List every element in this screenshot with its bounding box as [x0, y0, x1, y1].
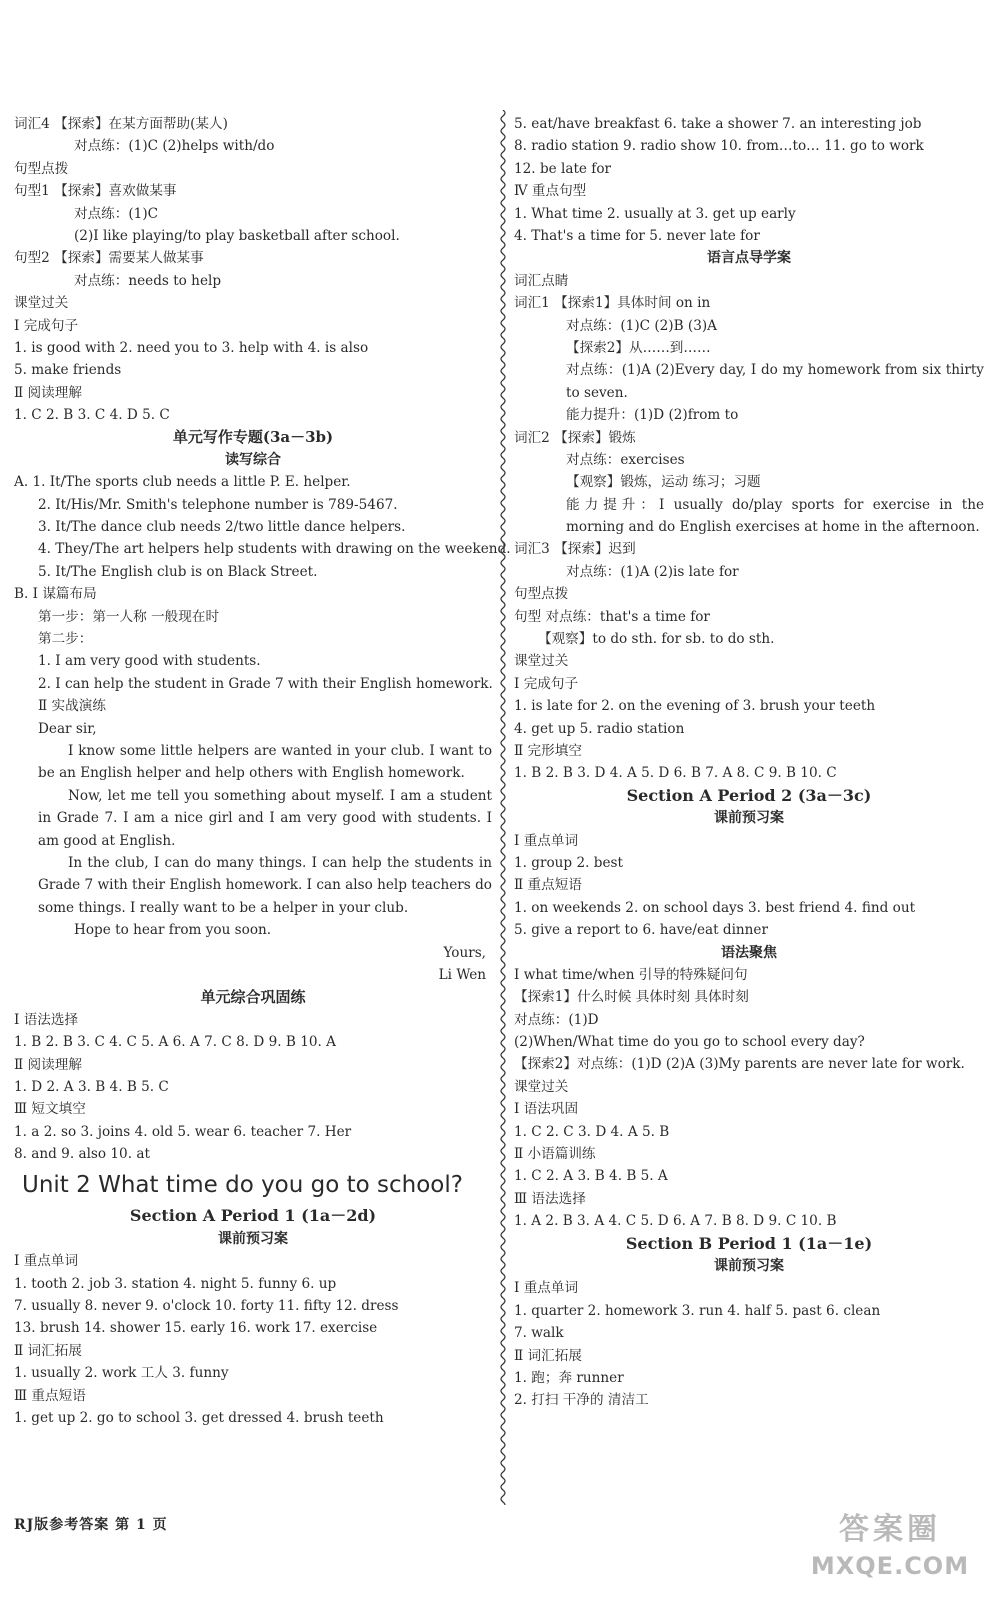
right-line: 对点练：(1)A (2)Every day, I do my homework from six thirty to seven. — [566, 362, 984, 401]
watermark-title: 答案圈 — [839, 1512, 941, 1547]
left-line: I know some little helpers are wanted in your club. I want to be an English helper and help others with English homework. — [38, 742, 492, 782]
right-line: 1. A 2. B 3. A 4. C 5. D 6. A 7. B 8. D 9. C 10. B — [514, 1213, 837, 1230]
right-line: 课前预习案 — [714, 810, 784, 827]
right-line: 句型点拨 — [514, 586, 569, 603]
left-line: 对点练：needs to help — [74, 272, 222, 289]
left-line: 对点练：(1)C (2)helps with/do — [74, 138, 275, 155]
left-line: Ⅱ 实战演练 — [38, 698, 106, 715]
right-column — [514, 113, 984, 1412]
left-line: Li Wen — [438, 966, 486, 983]
left-line: 1. a 2. so 3. joins 4. old 5. wear 6. teacher 7. Her — [14, 1123, 352, 1140]
left-line: In the club, I can do many things. I can help the students in Grade 7 with their English homework. I can also help teachers do some things. I really want to be a helper in your club. — [38, 854, 492, 916]
right-line: 词汇点睛 — [514, 272, 569, 289]
left-line: 7. usually 8. never 9. o'clock 10. forty 11. fifty 12. dress — [14, 1298, 399, 1315]
right-line: 1. quarter 2. homework 3. run 4. half 5. past 6. clean — [514, 1302, 881, 1319]
right-line: 1. C 2. A 3. B 4. B 5. A — [514, 1168, 668, 1185]
left-line: 读写综合 — [225, 451, 281, 468]
left-line: Ⅰ 重点单词 — [14, 1253, 79, 1270]
right-line: 4. get up 5. radio station — [514, 720, 685, 737]
right-line: (2)When/What time do you go to school every day? — [514, 1034, 865, 1051]
right-line: 1. group 2. best — [514, 854, 623, 871]
right-line: Ⅱ 小语篇训练 — [514, 1146, 596, 1163]
left-line: 课前预习案 — [218, 1230, 288, 1247]
watermark-logo — [806, 1510, 974, 1590]
right-line: 能力提升：I usually do/play sports for exercise in the morning and do English exercises at home in the afternoon. — [566, 496, 984, 536]
right-line: 12. be late for — [514, 160, 612, 177]
right-line: 1. 跑；奔 runner — [514, 1369, 624, 1386]
left-line: 1. D 2. A 3. B 4. B 5. C — [14, 1078, 169, 1095]
right-line: 课前预习案 — [714, 1258, 784, 1274]
left-line: 1. B 2. B 3. C 4. C 5. A 6. A 7. C 8. D 9. B 10. A — [14, 1034, 336, 1051]
left-line: Ⅱ 词汇拓展 — [14, 1342, 82, 1359]
left-line: 1. get up 2. go to school 3. get dressed 4. brush teeth — [14, 1410, 384, 1426]
left-line: 8. and 9. also 10. at — [14, 1146, 150, 1163]
left-line: Ⅰ 完成句子 — [14, 317, 79, 334]
left-line: 1. I am very good with students. — [38, 653, 261, 670]
right-line: Ⅱ 词汇拓展 — [514, 1347, 582, 1364]
right-line: 课堂过关 — [514, 653, 569, 670]
left-line: Ⅲ 重点短语 — [14, 1387, 86, 1404]
right-line: 对点练：(1)D — [514, 1011, 599, 1028]
right-line: 【探索1】什么时候 具体时刻 具体时刻 — [514, 989, 749, 1006]
left-line: Ⅱ 阅读理解 — [14, 1056, 82, 1073]
left-line: Yours, — [443, 944, 486, 961]
right-line: 【观察】to do sth. for sb. to do sth. — [538, 631, 775, 648]
right-line: 8. radio station 9. radio show 10. from…to… 11. go to work — [514, 138, 924, 155]
left-line: 2. I can help the student in Grade 7 with their English homework. — [38, 675, 493, 692]
left-line: 单元写作专题(3a－3b) — [172, 428, 334, 447]
right-line: 【探索2】从……到…… — [566, 339, 711, 356]
left-line: 5. It/The English club is on Black Street. — [38, 563, 318, 580]
left-line: 1. usually 2. work 工人 3. funny — [14, 1365, 229, 1382]
right-line: Ⅰ 完成句子 — [514, 675, 579, 692]
right-line: 1. on weekends 2. on school days 3. best friend 4. find out — [514, 899, 916, 916]
left-line: 13. brush 14. shower 15. early 16. work 17. exercise — [14, 1320, 378, 1337]
left-line: 句型2 【探索】需要某人做某事 — [14, 250, 204, 267]
left-line: 1. is good with 2. need you to 3. help with 4. is also — [14, 339, 369, 356]
right-line: 课堂过关 — [514, 1078, 569, 1095]
right-line: Ⅰ 重点单词 — [514, 1280, 579, 1297]
right-line: Ⅳ 重点句型 — [514, 183, 587, 200]
left-line: Section A Period 1 (1a－2d) — [129, 1206, 377, 1226]
left-line: Hope to hear from you soon. — [74, 922, 272, 939]
left-line: 第二步： — [38, 630, 93, 647]
left-line: 单元综合巩固练 — [200, 988, 306, 1007]
right-line: Ⅱ 重点短语 — [514, 877, 582, 894]
watermark-url: MXQE.COM — [810, 1552, 970, 1580]
left-line: 2. It/His/Mr. Smith's telephone number is 789-5467. — [38, 496, 398, 513]
right-line: Section B Period 1 (1a－1e) — [625, 1233, 873, 1253]
left-line: 1. tooth 2. job 3. station 4. night 5. funny 6. up — [14, 1275, 337, 1292]
left-line: 句型点拨 — [14, 160, 69, 177]
right-line: 【探索2】对点练：(1)D (2)A (3)My parents are never late for work. — [514, 1056, 965, 1073]
right-line: Ⅰ what time/when 引导的特殊疑问句 — [514, 966, 748, 983]
right-line: 对点练：(1)A (2)is late for — [566, 563, 739, 580]
left-column — [14, 113, 511, 1429]
right-line: 句型 对点练：that's a time for — [514, 608, 710, 625]
right-line: 能力提升：(1)D (2)from to — [566, 407, 739, 424]
column-divider — [498, 110, 508, 1505]
right-line: 1. B 2. B 3. D 4. A 5. D 6. B 7. A 8. C 9. B 10. C — [514, 765, 837, 782]
right-line: 词汇2 【探索】锻炼 — [514, 429, 636, 446]
left-line: 1. C 2. B 3. C 4. D 5. C — [14, 407, 170, 424]
right-line: 词汇1 【探索1】具体时间 on in — [514, 295, 711, 312]
right-line: 1. is late for 2. on the evening of 3. brush your teeth — [514, 698, 876, 715]
right-line: 5. eat/have breakfast 6. take a shower 7. an interesting job — [514, 116, 922, 132]
right-line: Section A Period 2 (3a－3c) — [626, 785, 872, 805]
right-line: 对点练：(1)C (2)B (3)A — [566, 317, 717, 334]
left-line: A. 1. It/The sports club needs a little P. E. helper. — [14, 474, 351, 491]
right-line: 【观察】锻炼，运动 练习；习题 — [566, 474, 761, 491]
left-line: 第一步：第一人称 一般现在时 — [38, 608, 220, 625]
left-line: Now, let me tell you something about myself. I am a student in Grade 7. I am a nice girl and I am very good with students. I am good at English. — [38, 787, 492, 849]
left-line: (2)I like playing/to play basketball after school. — [74, 227, 400, 244]
left-line: Unit 2 What time do you go to school? — [22, 1172, 463, 1199]
left-line: 5. make friends — [14, 362, 122, 379]
left-line: Ⅲ 短文填空 — [14, 1101, 86, 1118]
left-line: 对点练：(1)C — [74, 205, 159, 222]
right-line: 7. walk — [514, 1325, 564, 1342]
left-line: 4. They/The art helpers help students with drawing on the weekend. — [38, 541, 511, 558]
right-line: 语法聚焦 — [721, 944, 777, 961]
left-line: 词汇4 【探索】在某方面帮助(某人) — [14, 116, 228, 132]
right-line: 4. That's a time for 5. never late for — [514, 227, 760, 244]
left-line: 句型1 【探索】喜欢做某事 — [14, 183, 177, 200]
right-line: 1. What time 2. usually at 3. get up early — [514, 205, 796, 222]
right-line: Ⅱ 完形填空 — [514, 743, 582, 759]
left-line: Ⅰ 语法选择 — [14, 1011, 79, 1028]
right-line: Ⅰ 语法巩固 — [514, 1101, 579, 1118]
right-line: 语言点导学案 — [707, 250, 791, 267]
right-line: 2. 打扫 干净的 清洁工 — [514, 1392, 649, 1409]
right-line: 对点练：exercises — [566, 451, 685, 468]
left-line: B. Ⅰ 谋篇布局 — [14, 586, 97, 603]
left-line: 3. It/The dance club needs 2/two little dance helpers. — [38, 519, 406, 536]
right-line: 词汇3 【探索】迟到 — [514, 541, 636, 558]
left-line: Dear sir, — [38, 720, 97, 737]
wavy-divider-line — [498, 110, 508, 1505]
right-line: 5. give a report to 6. have/eat dinner — [514, 922, 768, 939]
right-line: 1. C 2. C 3. D 4. A 5. B — [514, 1123, 670, 1140]
left-line: 课堂过关 — [14, 295, 69, 312]
right-line: Ⅰ 重点单词 — [514, 832, 579, 849]
right-line: Ⅲ 语法选择 — [514, 1190, 586, 1207]
left-line: Ⅱ 阅读理解 — [14, 384, 82, 401]
page-footer: RJ版参考答案 第 1 页 — [14, 1517, 168, 1533]
